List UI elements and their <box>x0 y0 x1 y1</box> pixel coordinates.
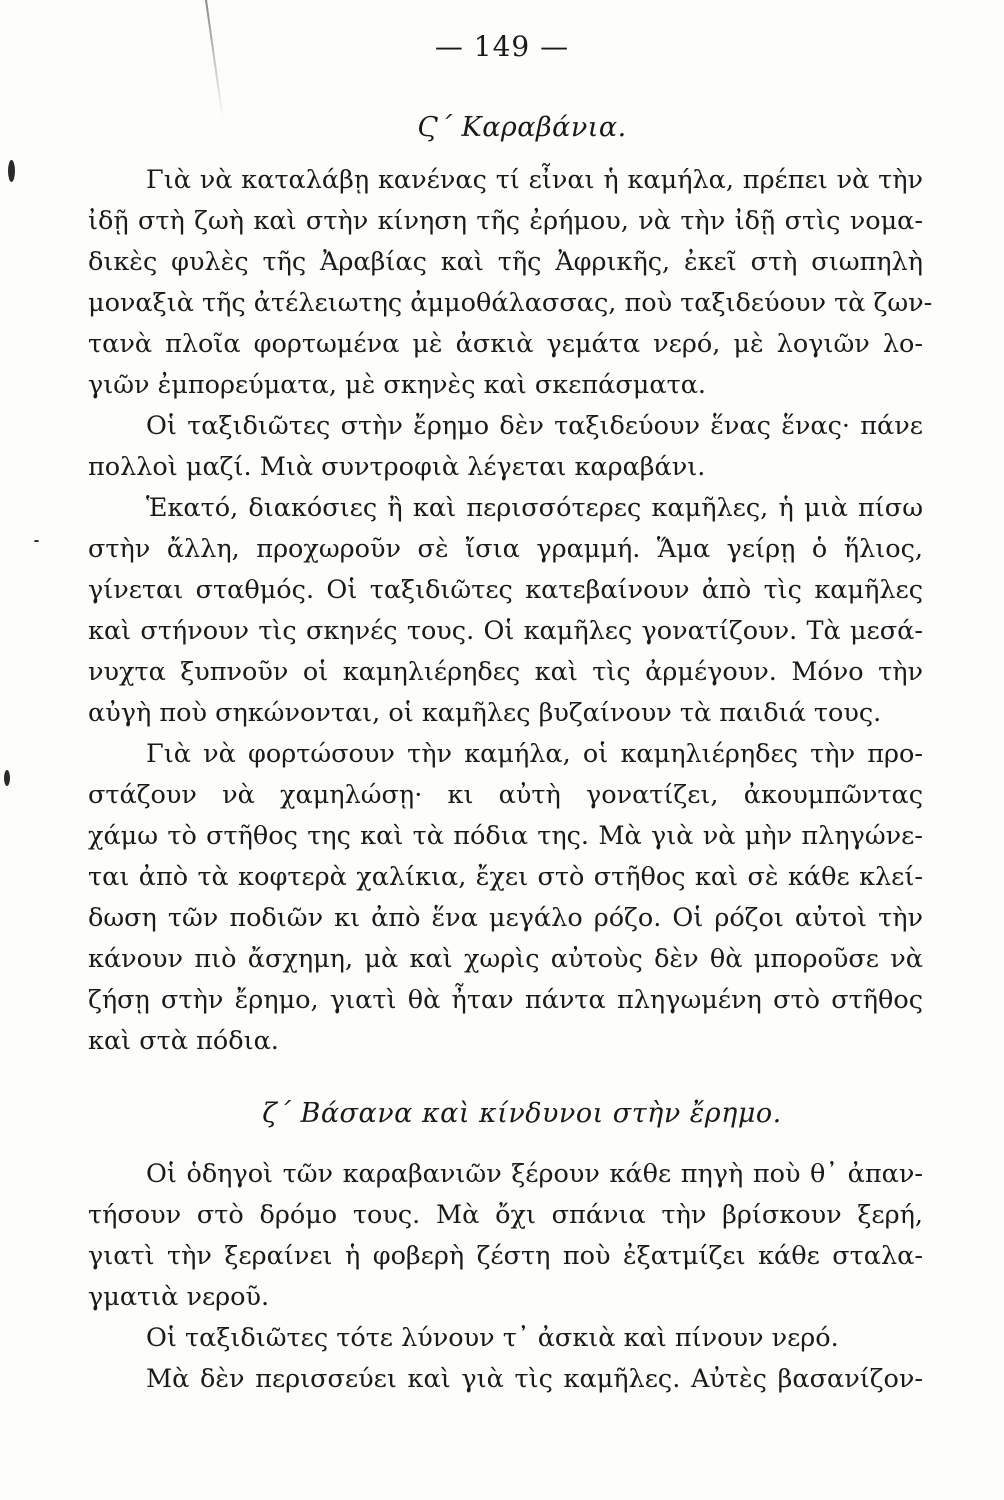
text-line: Οἱ ταξιδιῶτες στὴν ἔρημο δὲν ταξιδεύουν ἕνας ἕνας· πάνε <box>146 411 923 441</box>
text-line: πολλοὶ μαζί. Μιὰ συντροφιὰ λέγεται καραβάνι. <box>88 452 706 482</box>
text-line: στὴν ἄλλη, προχωροῦν σὲ ἴσια γραμμή. Ἅμα γείρῃ ὁ ἥλιος, <box>88 534 923 564</box>
text-line: δωση τῶν ποδιῶν κι ἀπὸ ἕνα μεγάλο ρόζο. Οἱ ρόζοι αὐτοὶ τὴν <box>88 903 923 933</box>
margin-speck <box>4 770 10 786</box>
text-line: τανὰ πλοῖα φορτωμένα μὲ ἀσκιὰ γεμάτα νερό, μὲ λογιῶν λο- <box>88 329 923 359</box>
text-line: ζήσῃ στὴν ἔρημο, γιατὶ θὰ ἦταν πάντα πληγωμένη στὸ στῆθος <box>88 985 923 1015</box>
text-line: γίνεται σταθμός. Οἱ ταξιδιῶτες κατεβαίνουν ἀπὸ τὶς καμῆλες <box>88 575 923 605</box>
text-line: ἰδῇ στὴ ζωὴ καὶ στὴν κίνηση τῆς ἐρήμου, νὰ τὴν ἰδῇ στὶς νομα- <box>88 206 923 236</box>
text-line: καὶ στὰ πόδια. <box>88 1026 279 1056</box>
text-line: καὶ στήνουν τὶς σκηνές τους. Οἱ καμῆλες γονατίζουν. Τὰ μεσά- <box>88 616 923 646</box>
text-line: Γιὰ νὰ καταλάβῃ κανένας τί εἶναι ἡ καμήλα, πρέπει νὰ τὴν <box>146 165 923 195</box>
text-line: μοναξιὰ τῆς ἀτέλειωτης ἀμμοθάλασσας, ποὺ ταξιδεύουν τὰ ζων- <box>88 288 933 318</box>
text-line: δικὲς φυλὲς τῆς Ἀραβίας καὶ τῆς Ἀφρικῆς, ἐκεῖ στὴ σιωπηλὴ <box>88 247 923 277</box>
text-line: νυχτα ξυπνοῦν οἱ καμηλιέρηδες καὶ τὶς ἀρμέγουν. Μόνο τὴν <box>88 657 923 687</box>
text-line: χάμω τὸ στῆθος της καὶ τὰ πόδια της. Μὰ γιὰ νὰ μὴν πληγώνε- <box>88 821 923 851</box>
text-line: Μὰ δὲν περισσεύει καὶ γιὰ τὶς καμῆλες. Αὐτὲς βασανίζον- <box>146 1364 923 1394</box>
text-line: Ἑκατό, διακόσιες ἢ καὶ περισσότερες καμῆλες, ἡ μιὰ πίσω <box>146 493 923 523</box>
text-line: γιῶν ἐμπορεύματα, μὲ σκηνὲς καὶ σκεπάσματα. <box>88 370 707 400</box>
text-line: γιατὶ τὴν ξεραίνει ἡ φοβερὴ ζέστη ποὺ ἐξατμίζει κάθε σταλα- <box>88 1241 923 1271</box>
text-line: Οἱ ὁδηγοὶ τῶν καραβανιῶν ξέρουν κάθε πηγὴ ποὺ θ᾽ ἀπαν- <box>146 1159 923 1189</box>
text-line: γματιὰ νεροῦ. <box>88 1282 270 1312</box>
text-line: κάνουν πιὸ ἄσχημη, μὰ καὶ χωρὶς αὐτοὺς δὲν θὰ μποροῦσε νὰ <box>88 944 923 974</box>
margin-speck <box>34 540 39 542</box>
text-line: τήσουν στὸ δρόμο τους. Μὰ ὄχι σπάνια τὴν βρίσκουν ξερή, <box>88 1200 923 1230</box>
text-line: στάζουν νὰ χαμηλώσῃ· κι αὐτὴ γονατίζει, ἀκουμπῶντας <box>88 780 923 810</box>
margin-speck <box>8 160 15 182</box>
section-heading: Ϛ΄ Καραβάνια. <box>417 112 627 143</box>
text-line: Οἱ ταξιδιῶτες τότε λύνουν τ᾽ ἀσκιὰ καὶ πίνουν νερό. <box>146 1323 839 1353</box>
section-heading: ζ΄ Βάσανα καὶ κίνδυνοι στὴν ἔρημο. <box>262 1098 782 1129</box>
text-line: Γιὰ νὰ φορτώσουν τὴν καμήλα, οἱ καμηλιέρηδες τὴν προ- <box>146 739 923 769</box>
section-body <box>88 160 933 1062</box>
text-line: αὐγὴ ποὺ σηκώνονται, οἱ καμῆλες βυζαίνουν τὰ παιδιά τους. <box>88 698 882 728</box>
section-body <box>88 1154 923 1400</box>
text-line: ται ἀπὸ τὰ κοφτερὰ χαλίκια, ἔχει στὸ στῆθος καὶ σὲ κάθε κλεί- <box>88 862 923 892</box>
page-number: — 149 — <box>434 30 570 63</box>
